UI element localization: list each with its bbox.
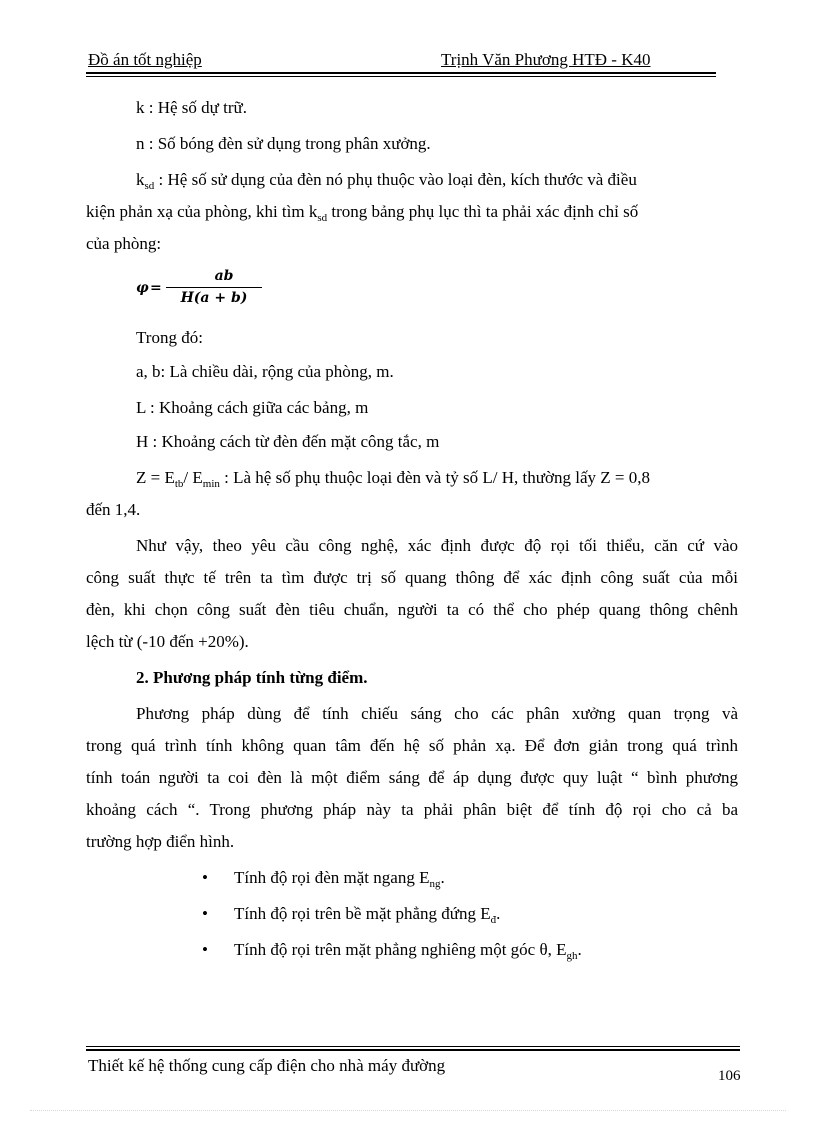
para1-line4: lệch từ (-10 đến +20%). xyxy=(86,632,249,651)
page-number: 106 xyxy=(718,1068,741,1084)
Z-definition-line2: đến 1,4. xyxy=(86,500,141,519)
header-rule-thin xyxy=(86,76,716,77)
page-edge-dots xyxy=(30,1110,786,1111)
formula-lhs: φ xyxy=(136,280,149,296)
bullet-item-horizontal: Tính độ rọi đèn mặt ngang $E_{ng}$. xyxy=(234,868,445,890)
para2-line2: trong quá trình tính không quan tâm đến hệ số phản xạ. Để đơn giản trong quá trình xyxy=(86,736,738,755)
para1-line2: công suất thực tế trên ta tìm được trị số quang thông để xác định công suất của mỗi xyxy=(86,568,738,587)
footer-rule xyxy=(86,1049,740,1051)
bullet-icon: • xyxy=(202,868,208,887)
bullet-icon: • xyxy=(202,940,208,959)
bullet-icon: • xyxy=(202,904,208,923)
fraction-bar xyxy=(166,287,262,288)
footer-rule-thin xyxy=(86,1046,740,1047)
ksd-definition-line1: $k_{sd}$ : Hệ số sử dụng của đèn nó phụ thuộc vào loại đèn, kích thước và điều xyxy=(136,170,637,192)
ab-definition: a, b: Là chiều dài, rộng của phòng, m. xyxy=(136,362,394,381)
para1-line1: Như vậy, theo yêu cầu công nghệ, xác định được độ rọi tối thiểu, căn cứ vào xyxy=(136,536,738,555)
para1-line3: đèn, khi chọn công suất đèn tiêu chuẩn, người ta có thể cho phép quang thông chênh xyxy=(86,600,738,619)
para2-line3: tính toán người ta coi đèn là một điểm sáng để áp dụng được quy luật “ bình phương xyxy=(86,768,738,787)
para2-line4: khoảng cách “. Trong phương pháp này ta phải phân biệt để tính độ rọi cho cả ba xyxy=(86,800,738,819)
Z-definition-line1: $Z = E_{tb}/$ $E_{min}$ : Là hệ số phụ thuộc loại đèn và tỷ số L/ H, thường lấy Z = 0,8 xyxy=(136,468,650,490)
header-rule xyxy=(86,72,716,74)
header-right: Trịnh Văn Phương HTĐ - K40 xyxy=(441,50,651,69)
ksd-definition-line3: của phòng: xyxy=(86,234,162,253)
H-definition: H : Khoảng cách từ đèn đến mặt công tắc, m xyxy=(136,432,440,451)
n-definition: n : Số bóng đèn sử dụng trong phân xưởng. xyxy=(136,134,431,153)
bullet-item-vertical: Tính độ rọi trên bề mặt phẳng đứng $E_đ$. xyxy=(234,904,501,926)
trong-do-label: Trong đó: xyxy=(136,328,203,347)
formula-denominator: H(a + b) xyxy=(180,290,248,306)
formula-equals: = xyxy=(150,280,162,296)
para2-line5: trường hợp điển hình. xyxy=(86,832,235,851)
formula-numerator: ab xyxy=(214,268,234,284)
ksd-definition-line2: kiện phản xạ của phòng, khi tìm $k_{sd}$ trong bảng phụ lục thì ta phải xác định chỉ số xyxy=(86,202,639,224)
k-definition: k : Hệ số dự trữ. xyxy=(136,98,247,117)
para2-line1: Phương pháp dùng để tính chiếu sáng cho các phân xưởng quan trọng và xyxy=(136,704,738,723)
footer-title: Thiết kế hệ thống cung cấp điện cho nhà máy đường xyxy=(88,1056,446,1075)
header-left: Đồ án tốt nghiệp xyxy=(88,50,202,69)
section-heading: 2. Phương pháp tính từng điểm. xyxy=(136,668,368,687)
L-definition: L : Khoảng cách giữa các bảng, m xyxy=(136,398,369,417)
bullet-item-inclined: Tính độ rọi trên mặt phẳng nghiêng một góc θ, $E_{gh}$. xyxy=(234,940,582,962)
